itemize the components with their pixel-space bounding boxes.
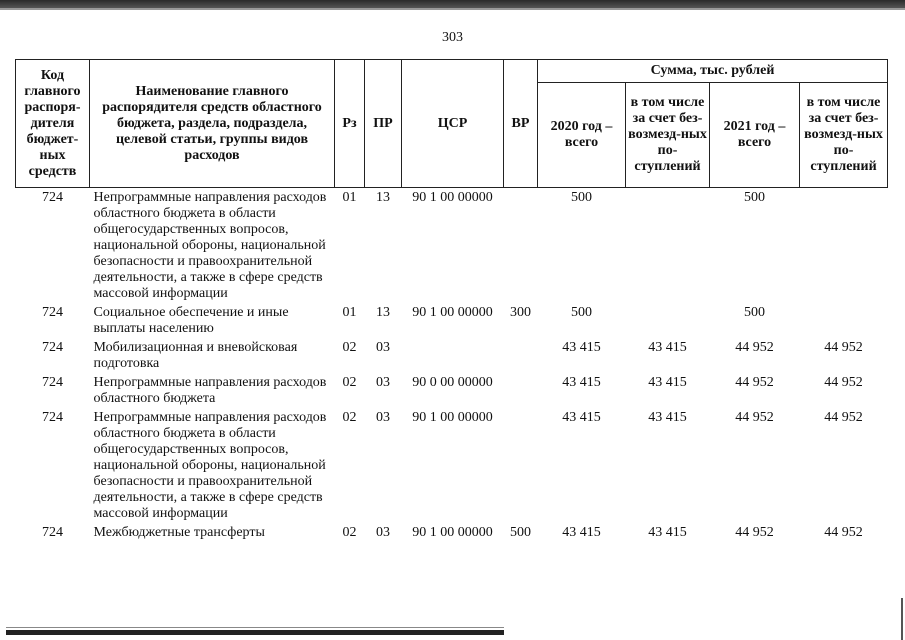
table-row — [16, 409, 888, 524]
cell-csr: 90 1 00 00000 — [412, 190, 493, 205]
cell-2020-total: 43 415 — [562, 525, 601, 540]
cell-2021-free: 44 952 — [824, 410, 863, 425]
header-csr: ЦСР — [402, 60, 504, 188]
cell-vr — [504, 188, 538, 305]
cell-name: Межбюджетные трансферты — [93, 525, 265, 540]
cell-rz: 02 — [342, 410, 357, 425]
cell-rz: 02 — [342, 525, 357, 540]
cell-2021-free — [800, 304, 888, 339]
cell-2020-total: 500 — [571, 190, 592, 205]
cell-pr: 03 — [376, 410, 390, 425]
header-name: Наименование главного распорядителя средств областного бюджета, раздела, подраздела, целевой статьи, группы видов расходов — [90, 60, 335, 188]
cell-vr — [504, 339, 538, 374]
table-row — [16, 374, 888, 409]
cell-2021-total: 44 952 — [735, 340, 774, 355]
cell-2021-free — [800, 188, 888, 305]
cell-csr: 90 1 00 00000 — [412, 305, 493, 320]
cell-2021-free: 44 952 — [824, 375, 863, 390]
header-2021-free: в том числе за счет без-возмезд-ных по-ступлений — [800, 83, 888, 188]
cell-name: Непрограммные направления расходов областного бюджета — [93, 375, 327, 406]
cell-name: Непрограммные направления расходов областного бюджета в области общегосударственных вопросов, национальной обороны, национальной безопасности и правоохранительной деятельности, а также в сфере средств массовой информации — [93, 410, 327, 521]
cell-2020-free — [626, 188, 710, 305]
cell-2021-total: 500 — [744, 190, 765, 205]
top-scan-edge — [0, 0, 905, 8]
cell-code: 724 — [42, 340, 63, 355]
cell-code: 724 — [42, 190, 63, 205]
cell-csr: 90 1 00 00000 — [412, 410, 493, 425]
cell-2020-total: 43 415 — [562, 375, 601, 390]
budget-table — [15, 59, 888, 543]
cell-pr: 03 — [376, 340, 390, 355]
header-2020-free: в том числе за счет без-возмезд-ных по-ступлений — [626, 83, 710, 188]
cell-csr — [402, 339, 504, 374]
cell-rz: 01 — [342, 190, 357, 205]
header-sum: Сумма, тыс. рублей — [538, 60, 888, 83]
header-2021-total: 2021 год – всего — [710, 83, 800, 188]
cell-code: 724 — [42, 305, 63, 320]
table-row — [16, 188, 888, 305]
cell-2021-total: 44 952 — [735, 525, 774, 540]
cell-csr: 90 0 00 00000 — [412, 375, 493, 390]
budget-table-container — [15, 59, 888, 543]
cell-vr — [504, 409, 538, 524]
header-vr: ВР — [504, 60, 538, 188]
cell-rz: 02 — [342, 340, 357, 355]
table-row — [16, 339, 888, 374]
cell-2020-free — [626, 304, 710, 339]
cell-rz: 01 — [342, 305, 357, 320]
cell-name: Непрограммные направления расходов областного бюджета в области общегосударственных вопросов, национальной обороны, национальной безопасности и правоохранительной деятельности, а также в сфере средств массовой информации — [93, 190, 327, 301]
cell-2021-free: 44 952 — [824, 525, 863, 540]
cell-2020-free: 43 415 — [648, 525, 687, 540]
cell-name: Социальное обеспечение и иные выплаты населению — [93, 305, 289, 336]
cell-2021-total: 44 952 — [735, 375, 774, 390]
header-pr: ПР — [365, 60, 402, 188]
cell-name: Мобилизационная и вневойсковая подготовка — [93, 340, 298, 371]
cell-2020-free: 43 415 — [648, 410, 687, 425]
right-scan-edge — [901, 598, 903, 640]
cell-vr: 500 — [510, 525, 531, 540]
table-row — [16, 524, 888, 543]
cell-pr: 03 — [376, 375, 390, 390]
cell-rz: 02 — [342, 375, 357, 390]
cell-pr: 03 — [376, 525, 390, 540]
cell-code: 724 — [42, 410, 63, 425]
table-body — [16, 188, 888, 544]
cell-2021-total: 44 952 — [735, 410, 774, 425]
page-number: 303 — [442, 30, 463, 45]
cell-vr — [504, 374, 538, 409]
cell-2020-total: 43 415 — [562, 410, 601, 425]
cell-code: 724 — [42, 525, 63, 540]
cell-2020-free: 43 415 — [648, 340, 687, 355]
cell-vr: 300 — [510, 305, 531, 320]
cell-2021-total: 500 — [744, 305, 765, 320]
cell-code: 724 — [42, 375, 63, 390]
cell-pr: 13 — [376, 305, 390, 320]
header-code: Код главного распоря-дителя бюджет-ных средств — [16, 60, 90, 188]
header-rz: Рз — [335, 60, 365, 188]
cell-csr: 90 1 00 00000 — [412, 525, 493, 540]
cell-2021-free: 44 952 — [824, 340, 863, 355]
header-2020-total: 2020 год – всего — [538, 83, 626, 188]
cell-2020-free: 43 415 — [648, 375, 687, 390]
cell-2020-total: 43 415 — [562, 340, 601, 355]
table-row — [16, 304, 888, 339]
cell-2020-total: 500 — [571, 305, 592, 320]
cell-pr: 13 — [376, 190, 390, 205]
bottom-scan-edge — [6, 630, 504, 635]
